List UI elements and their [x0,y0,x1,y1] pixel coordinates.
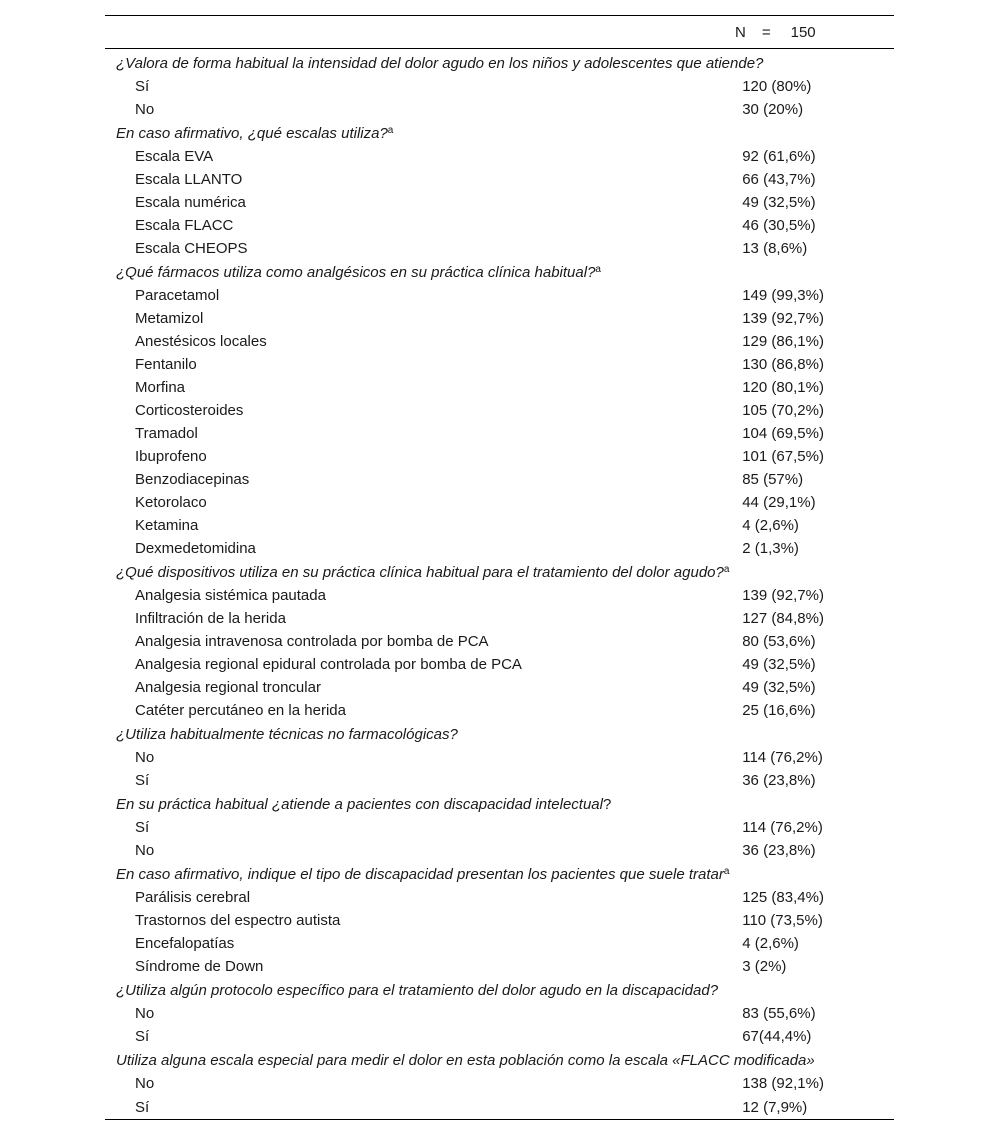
question-row [105,121,894,145]
answer-value: 139 (92,7%) [742,310,824,327]
answer-label: Trastornos del espectro autista [135,912,341,929]
table-row [105,630,894,653]
answer-label: Encefalopatías [135,935,235,952]
question-text: ¿Qué dispositivos utiliza en su práctica clínica habitual para el tratamiento del dolor agudo? [116,563,724,581]
question-text: ¿Valora de forma habitual la intensidad del dolor agudo en los niños y adolescentes que atiende? [116,54,764,72]
answer-label: No [135,749,155,766]
table-row [105,746,894,769]
question-tail: ? [602,795,612,813]
table-row [105,214,894,237]
table-row [105,145,894,168]
question-row [105,862,894,886]
answer-value: 4 (2,6%) [742,517,799,534]
answer-label: Dexmedetomidina [135,540,256,557]
answer-label: Sí [135,819,150,836]
answer-value: 36 (23,8%) [742,842,816,859]
question-cell [105,121,894,145]
table-row [105,955,894,978]
table-row [105,330,894,353]
question-row [105,49,894,76]
question-row [105,722,894,746]
answer-value: 66 (43,7%) [742,171,816,188]
table-row [105,445,894,468]
table-row [105,932,894,955]
question-text: En su práctica habitual ¿atiende a pacientes con discapacidad intelectual [116,795,603,813]
answer-label: Analgesia intravenosa controlada por bomba de PCA [135,633,489,650]
question-cell [105,49,894,76]
answer-value: 67(44,4%) [742,1028,812,1045]
table-row [105,769,894,792]
question-cell [105,862,894,886]
answer-label: Sí [135,772,150,789]
answer-value: 3 (2%) [742,958,787,975]
answer-label: No [135,1005,155,1022]
table-row [105,816,894,839]
table-row [105,468,894,491]
footnote-marker: a [595,263,601,275]
answer-value: 114 (76,2%) [742,819,823,836]
table-row [105,353,894,376]
answer-value: 30 (20%) [742,101,804,118]
answer-value: 120 (80,1%) [742,379,824,396]
footnote-marker: a [723,865,730,877]
answer-value: 101 (67,5%) [742,448,824,465]
answer-value: 80 (53,6%) [742,633,816,650]
question-cell [105,792,894,816]
table-row [105,909,894,932]
table-row [105,307,894,330]
question-row [105,792,894,816]
answer-value: 12 (7,9%) [742,1095,894,1120]
answer-label: Paracetamol [135,287,220,304]
table-row [105,537,894,560]
table-header-row [105,16,894,49]
answer-label: Escala FLACC [135,217,234,234]
table-body [105,49,894,1120]
answer-value: 92 (61,6%) [742,148,816,165]
answer-value: 49 (32,5%) [742,679,816,696]
answer-value: 83 (55,6%) [742,1005,816,1022]
answer-label: Metamizol [135,310,204,327]
question-text: ¿Qué fármacos utiliza como analgésicos en su práctica clínica habitual? [116,263,596,281]
answer-value: 138 (92,1%) [742,1075,824,1092]
answer-label: Benzodiacepinas [135,471,250,488]
table-row [105,168,894,191]
answer-label: Ibuprofeno [135,448,207,465]
answer-value: 49 (32,5%) [742,194,816,211]
footnote-marker: a [723,563,730,575]
answer-label: Escala numérica [135,194,246,211]
question-cell [105,1048,894,1072]
table-row [105,839,894,862]
answer-value: 49 (32,5%) [742,656,816,673]
answer-label: Sí [135,78,150,95]
answer-value: 149 (99,3%) [742,287,824,304]
answer-label: Ketorolaco [135,494,207,511]
table-row [105,376,894,399]
question-cell [105,560,894,584]
answer-label: Escala CHEOPS [135,240,248,257]
table-row [105,699,894,722]
table-row [105,676,894,699]
question-cell [105,978,894,1002]
answer-value: 44 (29,1%) [742,494,816,511]
n-value: 150 [790,23,816,41]
table-row [105,1025,894,1048]
answer-value: 125 (83,4%) [742,889,824,906]
answer-value: 139 (92,7%) [742,587,824,604]
table-row [105,98,894,121]
answer-value: 130 (86,8%) [742,356,824,373]
answer-label: Síndrome de Down [135,958,264,975]
question-text: En caso afirmativo, indique el tipo de discapacidad presentan los pacientes que suele tratar [116,865,724,883]
table-row [105,514,894,537]
table-row [105,75,894,98]
table-row [105,607,894,630]
answer-value: 85 (57%) [742,471,804,488]
question-cell [105,722,894,746]
answer-label: Analgesia regional epidural controlada por bomba de PCA [135,656,522,673]
answer-label: Ketamina [135,517,199,534]
answer-value: 13 (8,6%) [742,240,808,257]
survey-results-table-container [105,15,894,1120]
answer-value: 2 (1,3%) [742,540,799,557]
answer-label: No [135,101,155,118]
answer-label: Analgesia regional troncular [135,679,321,696]
answer-value: 129 (86,1%) [742,333,824,350]
answer-value: 36 (23,8%) [742,772,816,789]
answer-label: Sí [105,1095,742,1120]
table-row [105,653,894,676]
answer-value: 114 (76,2%) [742,749,823,766]
n-equals: = [761,23,771,41]
table-row [105,584,894,607]
table-row [105,399,894,422]
answer-label: Anestésicos locales [135,333,267,350]
question-row [105,260,894,284]
n-label: N [735,23,746,41]
table-row [105,284,894,307]
question-text: ¿Utiliza algún protocolo específico para el tratamiento del dolor agudo en la discapacidad? [116,981,719,999]
question-row [105,978,894,1002]
answer-label: Escala EVA [135,148,214,165]
question-cell [105,260,894,284]
answer-label: Tramadol [135,425,198,442]
answer-value: 104 (69,5%) [742,425,824,442]
answer-value: 46 (30,5%) [742,217,816,234]
answer-label: Fentanilo [135,356,197,373]
table-row [105,1072,894,1095]
answer-label: No [135,1075,155,1092]
question-text: En caso afirmativo, ¿qué escalas utiliza? [116,124,388,142]
answer-value: 120 (80%) [742,78,812,95]
answer-label: Analgesia sistémica pautada [135,587,326,604]
table-row [105,1002,894,1025]
question-row [105,1048,894,1072]
answer-label: Parálisis cerebral [135,889,251,906]
table-row [105,1095,894,1120]
table-row [105,491,894,514]
answer-label: Corticosteroides [135,402,244,419]
answer-label: Sí [135,1028,150,1045]
question-row [105,560,894,584]
n-header-cell [105,16,894,49]
answer-label: Infiltración de la herida [135,610,286,627]
question-text: ¿Utiliza habitualmente técnicas no farmacológicas? [116,725,458,743]
answer-label: Escala LLANTO [135,171,243,188]
footnote-marker: a [387,124,394,136]
answer-label: No [135,842,155,859]
answer-value: 127 (84,8%) [742,610,824,627]
answer-value: 4 (2,6%) [742,935,799,952]
answer-value: 25 (16,6%) [742,702,816,719]
table-row [105,237,894,260]
answer-label: Morfina [135,379,186,396]
answer-label: Catéter percutáneo en la herida [135,702,346,719]
question-text: Utiliza alguna escala especial para medir el dolor en esta población como la escala «FLACC modificada» [116,1051,815,1069]
table-row [105,191,894,214]
survey-results-table [105,15,894,1120]
table-row [105,886,894,909]
answer-value: 105 (70,2%) [742,402,824,419]
table-row [105,422,894,445]
answer-value: 110 (73,5%) [742,912,823,929]
